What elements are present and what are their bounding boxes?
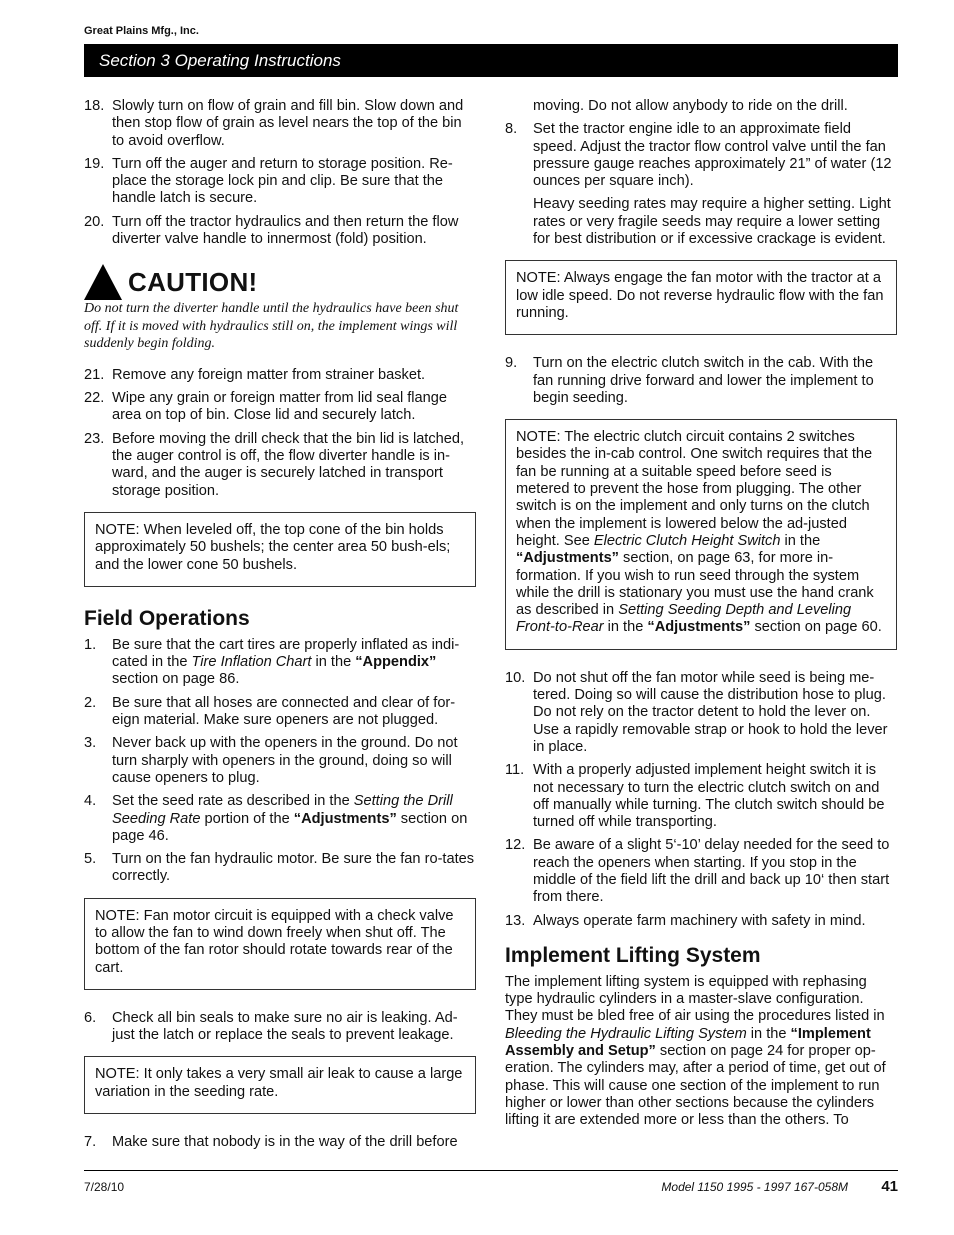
step-list <box>84 98 476 248</box>
right-column <box>505 98 897 1136</box>
step-number: 23. <box>84 430 105 447</box>
step-number: 19. <box>84 155 105 172</box>
para-text: section on page 24 for proper op-eration. The cylinders may, after a period of time, get out of phase. This will cause one section of the implement to run higher or lower than other sections because the cylinders lifting it are extended more or less than the others. To <box>505 1043 886 1129</box>
step-number: 1. <box>84 636 97 653</box>
section-reference: “Implement Assembly and Setup” <box>505 1025 871 1060</box>
para-text: The implement lifting system is equipped with rephasing type hydraulic cylinders in a master-slave configuration. They must be bled free of air using the procedures listed in <box>505 973 885 1025</box>
step-number: 10. <box>505 669 526 686</box>
step-item <box>84 637 476 689</box>
step-text: Be sure that the cart tires are properly inflated as indi-cated in the <box>112 636 460 671</box>
step-item <box>84 98 476 150</box>
lifting-paragraph <box>505 974 897 1130</box>
step-text: Before moving the drill check that the bin lid is latched, the auger control is off, the flow diverter handle is in-ward, and the auger is securely latched in transport storage position. <box>112 430 465 499</box>
step-text: Slowly turn on flow of grain and fill bin. Slow down and then stop flow of grain as level nears the top of the bin to avoid overflow. <box>112 98 464 149</box>
note-box: NOTE: When leveled off, the top cone of the bin holds approximately 50 bushels; the center area 50 bush-els; and the lower cone 50 bushels. <box>84 512 476 587</box>
step-number: 13. <box>505 912 526 929</box>
section-reference: “Adjustments” <box>647 619 751 636</box>
reference-link: Setting Seeding Depth and Leveling Front-to-Rear <box>516 602 852 636</box>
note-box: NOTE: Fan motor circuit is equipped with a check valve to allow the fan to wind down freely when shut off. The bottom of the fan rotor should rotate towards rear of the cart. <box>84 898 476 990</box>
step-number: 8. <box>505 121 518 138</box>
step-number: 9. <box>505 355 518 372</box>
step-item <box>505 762 897 831</box>
para-text: in the <box>746 1025 791 1042</box>
section-reference: “Adjustments” <box>293 810 397 827</box>
step-list <box>84 367 476 500</box>
step-number: 7. <box>84 1134 97 1151</box>
step-item <box>84 214 476 249</box>
section-header-bar <box>84 44 898 77</box>
step-item <box>505 355 897 407</box>
caution-header <box>84 264 476 300</box>
step-text: Never back up with the openers in the ground. Do not turn sharply with openers in the ground, doing so will cause openers to plug. <box>112 735 458 786</box>
note-text: in the <box>603 619 648 636</box>
step-list <box>505 670 897 930</box>
company-name: Great Plains Mfg., Inc. <box>84 25 199 37</box>
step-text: Turn on the fan hydraulic motor. Be sure the fan ro-tates correctly. <box>112 851 475 885</box>
step-text: With a properly adjusted implement height switch it is not necessary to turn the electric clutch switch on and off manually while turning. The clutch switch should be turned off while transporting. <box>533 762 885 831</box>
step-text: Set the tractor engine idle to an approximate field speed. Adjust the tractor flow control valve until the fan pressure gauge reaches approximately 21” of water (12 ounces per square inch). <box>533 121 892 190</box>
step-item <box>84 431 476 500</box>
step-text: Make sure that nobody is in the way of the drill before <box>112 1134 458 1151</box>
step-number: 21. <box>84 366 105 383</box>
step-number: 12. <box>505 837 526 854</box>
step-text: Turn off the tractor hydraulics and then return the flow diverter valve handle to innermost (fold) position. <box>112 213 459 248</box>
note-box: NOTE: Always engage the fan motor with the tractor at a low idle speed. Do not reverse hydraulic flow with the fan running. <box>505 260 897 335</box>
note-box: NOTE: It only takes a very small air leak to cause a large variation in the seeding rate. <box>84 1056 476 1114</box>
step-item <box>84 390 476 425</box>
step-number: 3. <box>84 735 97 752</box>
step-text: Check all bin seals to make sure no air is leaking. Ad-just the latch or replace the seals to prevent leakage. <box>112 1009 458 1044</box>
step-item <box>84 851 476 886</box>
section-title: Section 3 Operating Instructions <box>99 51 341 70</box>
reference-link: Electric Clutch Height Switch <box>593 532 781 549</box>
step-text: Set the seed rate as described in the <box>112 793 354 810</box>
step-text: section on page 86. <box>112 671 240 688</box>
caution-text: Do not turn the diverter handle until the hydraulics have been shut off. If it is moved with hydraulics still on, the implement wings will suddenly begin folding. <box>84 301 459 352</box>
section-reference: “Adjustments” <box>516 550 619 567</box>
step-item <box>84 1134 476 1151</box>
page-number: 41 <box>881 1178 898 1195</box>
step-text: Wipe any grain or foreign matter from lid seal flange area on top of bin. Close lid and securely latch. <box>112 390 448 424</box>
step-number: 6. <box>84 1009 97 1026</box>
implement-lifting-heading: Implement Lifting System <box>505 943 761 967</box>
step-paragraph: Heavy seeding rates may require a higher setting. Light rates or very fragile seeds may require a lower setting for best distribution or if excessive crackage is evident. <box>533 196 891 248</box>
step-item <box>84 695 476 730</box>
reference-link: Bleeding the Hydraulic Lifting System <box>505 1025 747 1042</box>
step-continuation: moving. Do not allow anybody to ride on the drill. <box>533 98 848 114</box>
step-item <box>505 837 897 906</box>
note-box <box>505 419 897 650</box>
footer-date: 7/28/10 <box>84 1180 125 1194</box>
step-number: 5. <box>84 851 97 868</box>
step-text: in the <box>311 654 356 671</box>
step-number: 11. <box>505 762 525 779</box>
note-text: NOTE: The electric clutch circuit contains 2 switches besides the in-cab control. One switch requires that the fan be running at a suitable speed before seed is metered to prevent the hose from plugging. The other switch is on the implement and only turns on the clutch when the implement is lowered below the ad-justed height. See <box>516 429 873 549</box>
note-text: section on page 60. <box>750 619 882 636</box>
caution-title: CAUTION! <box>128 266 258 297</box>
reference-link: Setting the Drill Seeding Rate <box>112 793 453 827</box>
step-text: Turn off the auger and return to storage position. Re-place the storage lock pin and clip. Be sure that the handle latch is secure. <box>112 155 453 207</box>
field-operations-heading: Field Operations <box>84 606 250 630</box>
note-text: section, on page 63, for more in-formation. If you wish to run seed through the system while the drill is stationary you must use the hand crank as described in <box>516 550 874 619</box>
footer-model: Model 1150 1995 - 1997 167-058M <box>661 1180 848 1194</box>
reference-link: Tire Inflation Chart <box>191 654 312 671</box>
step-item <box>84 156 476 208</box>
note-text: in the <box>780 532 821 549</box>
step-item <box>84 793 476 845</box>
step-number: 22. <box>84 390 105 407</box>
step-number: 4. <box>84 793 97 810</box>
section-reference: “Appendix” <box>355 654 437 671</box>
step-number: 2. <box>84 694 97 711</box>
step-text: Be aware of a slight 5‘-10’ delay needed for the seed to reach the openers when starting. If you stop in the middle of the field lift the drill and back up 10‘ then start from there. <box>533 837 890 906</box>
step-number: 18. <box>84 98 105 114</box>
step-item <box>505 121 897 190</box>
step-text: Do not shut off the fan motor while seed is being me-tered. Doing so will cause the distribution hose to plug. Do not rely on the tractor detent to hold the lever on. Use a rapidly removable strap or hook to hold the lever in place. <box>533 669 888 755</box>
step-number: 20. <box>84 213 105 230</box>
step-item <box>84 367 476 384</box>
step-text: Turn on the electric clutch switch in the cab. With the fan running drive forward and lower the implement to begin seeding. <box>533 355 874 406</box>
step-text: portion of the <box>200 810 294 827</box>
step-text: Remove any foreign matter from strainer basket. <box>112 366 426 383</box>
step-text: section on page 46. <box>112 810 468 844</box>
step-item <box>84 1010 476 1045</box>
footer-divider <box>84 1170 898 1171</box>
step-text: Be sure that all hoses are connected and clear of for-eign material. Make sure openers are not plugged. <box>112 694 456 729</box>
step-item <box>505 670 897 756</box>
step-text: Always operate farm machinery with safety in mind. <box>533 912 866 929</box>
step-item <box>505 913 897 930</box>
left-column <box>84 98 476 1157</box>
warning-triangle-icon <box>84 264 122 300</box>
step-item <box>84 735 476 787</box>
